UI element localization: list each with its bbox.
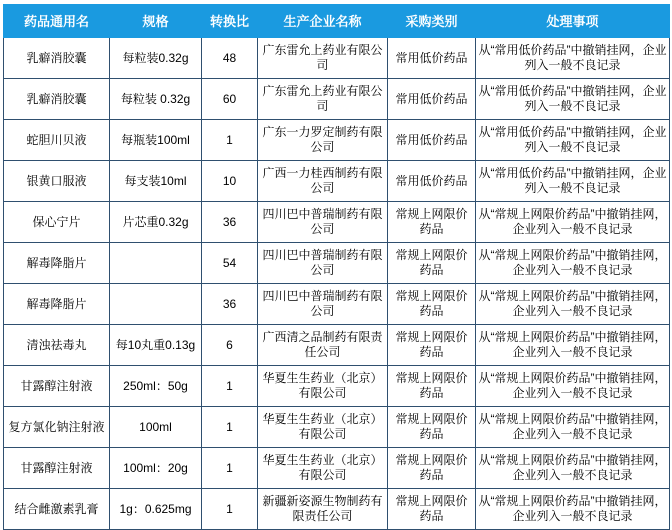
cell-action: 从“常用低价药品”中撤销挂网，企业列入一般不良记录 bbox=[476, 161, 670, 202]
table-row bbox=[4, 489, 670, 530]
cell-action: 从“常规上网限价药品”中撤销挂网，企业列入一般不良记录 bbox=[476, 284, 670, 325]
cell-specification: 每10丸重0.13g bbox=[110, 325, 202, 366]
table-row bbox=[4, 448, 670, 489]
cell-conversion-ratio: 6 bbox=[202, 325, 258, 366]
cell-purchase-category: 常规上网限价药品 bbox=[388, 325, 476, 366]
cell-drug-name: 结合雌激素乳膏 bbox=[4, 489, 110, 530]
cell-conversion-ratio: 1 bbox=[202, 489, 258, 530]
cell-purchase-category: 常用低价药品 bbox=[388, 161, 476, 202]
cell-specification bbox=[110, 284, 202, 325]
table-body bbox=[4, 38, 670, 530]
table-row bbox=[4, 407, 670, 448]
cell-drug-name: 解毒降脂片 bbox=[4, 284, 110, 325]
cell-manufacturer: 华夏生生药业（北京）有限公司 bbox=[258, 448, 388, 489]
cell-conversion-ratio: 10 bbox=[202, 161, 258, 202]
cell-specification: 1g：0.625mg bbox=[110, 489, 202, 530]
cell-manufacturer: 广东雷允上药业有限公司 bbox=[258, 79, 388, 120]
cell-drug-name: 清浊祛毒丸 bbox=[4, 325, 110, 366]
cell-specification: 100ml bbox=[110, 407, 202, 448]
table-header bbox=[4, 5, 670, 38]
cell-manufacturer: 华夏生生药业（北京）有限公司 bbox=[258, 366, 388, 407]
cell-action: 从“常规上网限价药品”中撤销挂网，企业列入一般不良记录 bbox=[476, 489, 670, 530]
cell-action: 从“常规上网限价药品”中撤销挂网，企业列入一般不良记录 bbox=[476, 243, 670, 284]
cell-purchase-category: 常规上网限价药品 bbox=[388, 243, 476, 284]
cell-purchase-category: 常用低价药品 bbox=[388, 38, 476, 79]
table-row bbox=[4, 243, 670, 284]
cell-conversion-ratio: 36 bbox=[202, 202, 258, 243]
cell-specification bbox=[110, 243, 202, 284]
cell-drug-name: 蛇胆川贝液 bbox=[4, 120, 110, 161]
cell-action: 从“常规上网限价药品”中撤销挂网，企业列入一般不良记录 bbox=[476, 202, 670, 243]
drug-table bbox=[3, 4, 670, 530]
column-header-manufacturer: 生产企业名称 bbox=[258, 5, 388, 38]
column-header-purchase-category: 采购类别 bbox=[388, 5, 476, 38]
cell-manufacturer: 四川巴中普瑞制药有限公司 bbox=[258, 284, 388, 325]
cell-specification: 250ml：50g bbox=[110, 366, 202, 407]
column-header-specification: 规格 bbox=[110, 5, 202, 38]
cell-conversion-ratio: 1 bbox=[202, 366, 258, 407]
table-row bbox=[4, 366, 670, 407]
cell-manufacturer: 新疆新姿源生物制药有限责任公司 bbox=[258, 489, 388, 530]
cell-drug-name: 甘露醇注射液 bbox=[4, 448, 110, 489]
cell-manufacturer: 四川巴中普瑞制药有限公司 bbox=[258, 202, 388, 243]
table-row bbox=[4, 202, 670, 243]
cell-action: 从“常规上网限价药品”中撤销挂网，企业列入一般不良记录 bbox=[476, 448, 670, 489]
cell-specification: 每粒装 0.32g bbox=[110, 79, 202, 120]
cell-manufacturer: 广西一力桂西制药有限公司 bbox=[258, 161, 388, 202]
cell-purchase-category: 常规上网限价药品 bbox=[388, 489, 476, 530]
cell-drug-name: 甘露醇注射液 bbox=[4, 366, 110, 407]
cell-action: 从“常规上网限价药品”中撤销挂网，企业列入一般不良记录 bbox=[476, 366, 670, 407]
table-row bbox=[4, 38, 670, 79]
cell-specification: 每瓶装100ml bbox=[110, 120, 202, 161]
table-header-row bbox=[4, 5, 670, 38]
cell-action: 从“常规上网限价药品”中撤销挂网，企业列入一般不良记录 bbox=[476, 407, 670, 448]
table-row bbox=[4, 79, 670, 120]
column-header-conversion-ratio: 转换比 bbox=[202, 5, 258, 38]
cell-conversion-ratio: 36 bbox=[202, 284, 258, 325]
cell-purchase-category: 常规上网限价药品 bbox=[388, 202, 476, 243]
cell-specification: 100ml：20g bbox=[110, 448, 202, 489]
cell-conversion-ratio: 48 bbox=[202, 38, 258, 79]
cell-specification: 每粒装0.32g bbox=[110, 38, 202, 79]
cell-specification: 每支装10ml bbox=[110, 161, 202, 202]
table-row bbox=[4, 325, 670, 366]
cell-purchase-category: 常用低价药品 bbox=[388, 79, 476, 120]
cell-purchase-category: 常规上网限价药品 bbox=[388, 448, 476, 489]
cell-manufacturer: 广东雷允上药业有限公司 bbox=[258, 38, 388, 79]
cell-manufacturer: 广西清之品制药有限责任公司 bbox=[258, 325, 388, 366]
cell-manufacturer: 华夏生生药业（北京）有限公司 bbox=[258, 407, 388, 448]
table-row bbox=[4, 120, 670, 161]
cell-specification: 片芯重0.32g bbox=[110, 202, 202, 243]
cell-purchase-category: 常规上网限价药品 bbox=[388, 284, 476, 325]
cell-conversion-ratio: 1 bbox=[202, 120, 258, 161]
table-row bbox=[4, 284, 670, 325]
column-header-action: 处理事项 bbox=[476, 5, 670, 38]
cell-drug-name: 保心宁片 bbox=[4, 202, 110, 243]
cell-conversion-ratio: 1 bbox=[202, 448, 258, 489]
table-row bbox=[4, 161, 670, 202]
cell-drug-name: 解毒降脂片 bbox=[4, 243, 110, 284]
cell-action: 从“常用低价药品”中撤销挂网，企业列入一般不良记录 bbox=[476, 120, 670, 161]
cell-drug-name: 复方氯化钠注射液 bbox=[4, 407, 110, 448]
cell-action: 从“常用低价药品”中撤销挂网，企业列入一般不良记录 bbox=[476, 79, 670, 120]
column-header-drug-name: 药品通用名 bbox=[4, 5, 110, 38]
cell-conversion-ratio: 54 bbox=[202, 243, 258, 284]
cell-drug-name: 乳癖消胶囊 bbox=[4, 79, 110, 120]
cell-action: 从“常规上网限价药品”中撤销挂网，企业列入一般不良记录 bbox=[476, 325, 670, 366]
cell-drug-name: 乳癖消胶囊 bbox=[4, 38, 110, 79]
cell-conversion-ratio: 1 bbox=[202, 407, 258, 448]
cell-manufacturer: 四川巴中普瑞制药有限公司 bbox=[258, 243, 388, 284]
cell-purchase-category: 常规上网限价药品 bbox=[388, 407, 476, 448]
cell-conversion-ratio: 60 bbox=[202, 79, 258, 120]
cell-purchase-category: 常用低价药品 bbox=[388, 120, 476, 161]
cell-manufacturer: 广东一力罗定制药有限公司 bbox=[258, 120, 388, 161]
cell-purchase-category: 常规上网限价药品 bbox=[388, 366, 476, 407]
cell-drug-name: 银黄口服液 bbox=[4, 161, 110, 202]
cell-action: 从“常用低价药品”中撤销挂网，企业列入一般不良记录 bbox=[476, 38, 670, 79]
